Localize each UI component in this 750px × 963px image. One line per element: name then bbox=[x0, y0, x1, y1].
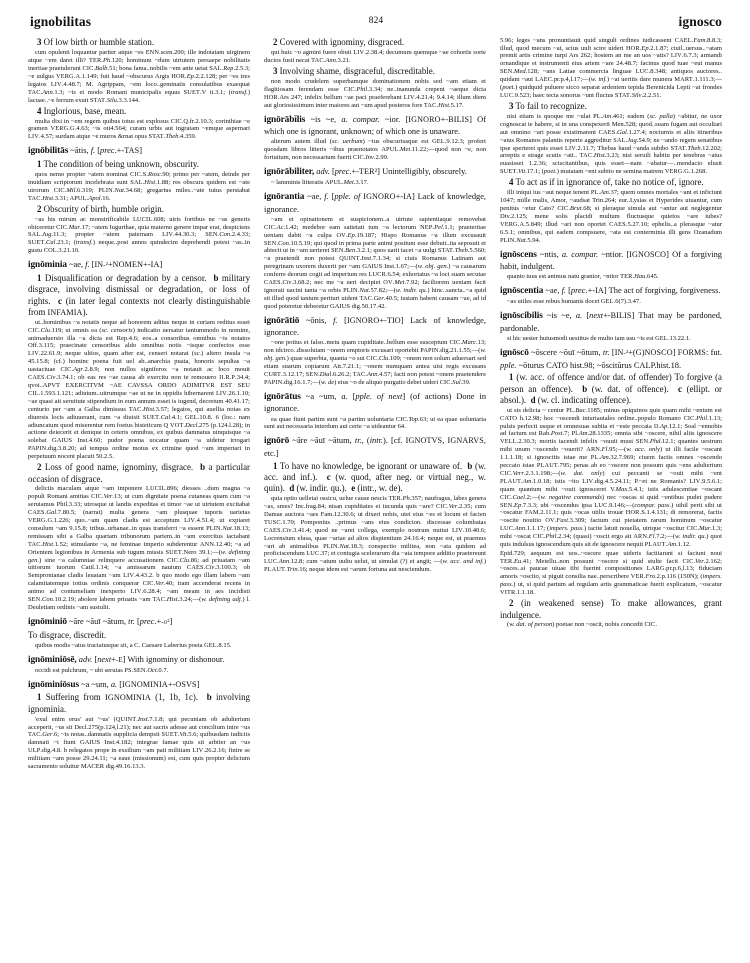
sense-definition: 2 Obscurity of birth, humble origin. bbox=[37, 203, 164, 214]
headword-grammar: ~āre ~āuī ~ātum, tr., (intr.). [cf. IGNOTVS, IGNARVS, etc.] bbox=[264, 436, 486, 458]
citation-block: quibus modis ~atus tractatusque sit, a C. Caesare Laberius poeta GEL.8.15. bbox=[35, 641, 232, 649]
headword-entry bbox=[500, 310, 722, 334]
headword-entry bbox=[28, 654, 250, 667]
headword-grammar: ~ōscere ~ōuī ~ōtum, tr. [IN-²+(G)NOSCO] FORMS: fut. pple. ~ōturus CATO hist.98; ~ōscitūrus CALP.hist.18. bbox=[500, 347, 722, 370]
citation-block: non modo crudelem superbamque dominationem nobis sed ~am etiam et flagitiosam ferendam esse CIC.Phil.3.34; ne..inanunda crepent ~aeque dicta HOR.Ars 247; infelix bellum ~ae paci praeferebant LIV.4.21.4; 9.4.14; illum diem aut gloriosissimum inter maiores aut ~um apud posteros fore TAC.Hist.5.17. bbox=[264, 77, 486, 109]
headword-term: ignōscens bbox=[500, 249, 537, 260]
headword-term: ignōrābiliter, bbox=[264, 167, 315, 178]
headword-entry bbox=[500, 249, 722, 273]
headword-term: ignōrantia bbox=[264, 192, 305, 203]
citation-block: Epid.729; aequum est uos..~oscere quae uideris factitarunt si faciunt noui TER.Eu.41; Metellu..non possunt ~oscere si quid stulte facit CIC.Ver.2.162; ~osces..si paucae uiuae tibi fuerint compositiones LARG.pr.p.6,l.13; fiduciam amoris ~oscito, si piguit consilia nae..perscribere VER.Fro.2.p.116 (150N); (impers. pass.) ut, si quid partum ad regulam artis grammaticae fuerit explicatum, ~oscatur VITR.1.1.18. bbox=[500, 549, 722, 597]
sense-definition: 2 (in weakened sense) To make allowances, grant indulgence. bbox=[500, 598, 722, 620]
headword-grammar: ~ae, f. [prec.+-IA] The act of forgiving, forgiveness. bbox=[543, 286, 721, 296]
headword-entry bbox=[28, 679, 250, 692]
headword-term: ignōscentia bbox=[500, 286, 544, 297]
headword-grammar: ~is ~e, a. compar. ~ior. [IGNORO+-BILIS] Of which one is ignorant, unknown; of which one is unaware. bbox=[264, 114, 486, 137]
sense-definition: 3 Of low birth or humble station. bbox=[37, 37, 155, 48]
headword-entry bbox=[264, 166, 486, 179]
citation-block: si hic uester huiusmodi uestitus de multo iam usu ~is est GEL.13.22.1. bbox=[507, 335, 691, 343]
headword-grammar: ~a ~um, a. [pple. of next] (of actions) Done in ignorance. bbox=[264, 391, 486, 414]
headword-entry bbox=[28, 616, 250, 629]
citation-block: deliciis maculam atque ~am imponere LUCIL.896; diesses ..dum magna ~a populi Romani amittas CIC.Ver.13; ut cum dignitate poena cutaneas quam cum ~a seruiamus Phil.3.33; utrosque ut landis expeditas et timor ~ae ut uirtutem excitabat CAES.Gal.7.80.5; (narrat) multa genera ~am plusquae tuporis uarietas VERG.G.1.226; quo..~am quam cladis est acceptum LIV.4.51.4; ut expiaret consulum ~am 9.15.8; tribus..urbanae..in quas transferri ~a essent PLIN.Nat.18.13; remissam sibi a Galba quartam tribunorum partem..in ~am exercitus iactabant TAC.Hist.1.52; stimulante ~a, ne feminae imperio subderentur ANN.12.40; ~a ad Orientem legionibus in Armenia sub iugum missis SUET.Nero 39.1;—(w. defining gen.) sine ~a calumniae relinquere accusationem CIC.Clu.86; ad priuatam ~am uitiorum tuorum Catil.1.14; ~a amissarum nauium CAES.Civ.3.100.3; ob Sempronianae cladis leuatam ~am LIV.4.43.2. b quo modo ego illam labem ~am calamitatemque totius ordinis conquerar CIC.Ver.40; iram accenderat recens in animo ad contumeliam inexperto LIV.6.28.4; ~am meam in aes incidisti SEN.Con.10.2.19; abolere labem priuatis ~am TAC.Hist.3.24;—(w. defining adj.) l. Deuletiam ordinis ~am sustulit. bbox=[28, 485, 250, 611]
citation-block: ~ lamminis litteratis APUL.Met.3.17. bbox=[271, 179, 369, 187]
headword-grammar: ~ātis, f. [prec.+-TAS] bbox=[68, 146, 143, 156]
citation-block: (w. dat. of person) poetae non ~oscit, nobis concedit CIC. bbox=[507, 621, 658, 629]
headword-term: ignōrō bbox=[264, 436, 290, 447]
citation-block: ~am et opinationem et suspicionem..a uirtute sapientiaque removebat CIC.Ac.1.42; medebor eam satietati tum ~a lectorum NEP.Pel.1.1; praeteritae ueniam dabit ~a culpa OV.Ep.19.187; Hispo Romanus ~a illum excusauit SEN.Con.10.5.19; qui quod in prima parte animi positum esse debuit..ita seposuit et abiecit ut in ~am uerteret SEN.Ben.3.2.1; quos uarii tacet ~a uulgi STAT.Theb.5.560; ~a praetendi non potest QUINT.Inst.7.1.34; si ciuis Romanus Latinam aut peregrinam uxorem duxerit per ~am GAIUS Inst.1.67;—(w. obj. gen.) ~a causarum conferre deorum cogit ad imperium res LUCR.6.54; exhortatus ~a loci suam secutae CAES.Civ.3.68.2; nec me ~a ueri decipiet OV.Met.7.92; faciliorem ueniam facit ignorati uacini tanta ~a orbis PLIN.Nat.57.82;—(w. indir. qu.) hinc..sancta..~a quid sit illud quod tantum perituri uident TAC.Ger.40.5; iustam habent causam ~ae, ad id quod poteretur deberetur GAIUS dig.50.17.42. bbox=[264, 215, 486, 310]
citation-block: illi iniqui ius ~aut neque tenent PL.Am.37; quem omnes mortales ~ant et inficiunt 1047; mille malis, Amor, ~audsat Trin.264; eur..Lysias et Hyperides uiuantur, cum penitus ~etur Cato? CIC.Brut.68; si pleraque simula aut ~antur aut neglegentur Div.2.125; mene solis placidi multum fluctusque quietos ~are iubes? VERG.A.5.849; illud ~ari non oportet CAES.5.27.10; ephelis..a plerasque ~atur 6.5.1; omnibus, qui eadem compsuere, ~ata est conterminia illi gens Ozanadum PLIN.Nat.5.94. bbox=[500, 189, 722, 244]
sense-definition: 1 Disqualification or degradation by a censor. b military disgrace, involving dismissal or degradation, or loss of rights. c (in later legal contexts not clearly distinguishable from INFAMIA). bbox=[28, 272, 250, 317]
sense-definition: 2 Covered with ignominy, disgraced. bbox=[273, 37, 405, 48]
citation-block: ~as utiles esse rebus humanis docet GEL.6(7).3.47. bbox=[507, 298, 641, 306]
headword-entry bbox=[264, 191, 486, 215]
headword-grammar: ~is ~e, a. [next+-BILIS] That may be pardoned, pardonable. bbox=[500, 311, 722, 333]
citation-block: ea quae fiunt partim sunt ~a partim uoluntaria CIC.Top.63; ut ea quae uoluntaria sunt aut necessaria interdum aut certe ~a uideantur 64. bbox=[264, 415, 486, 431]
citation-block: quia optio uelletai ossicu, uelue cause nescis TER.Ph.357; naufragus, labes genera ~as, smes? Inc.frag.84; nisan cupiditates ei iucunda quis ~are? CIC.Ver.2.35; cum Damae auctora ~aes Fam.12.30.6; ut dixeri nobis, utei eius ~es et locum et facien TUSC.1.70; Pomponius ..primus ~ans eius condicion. discessae columbatas CAES.Civ.3.41.4; quod ne ~aret collega, exemplo nostrum nuttui LIV.10.40.6; Locrensium elusa, quae ~ariae ad alios dispientium 24.16.4; neque est, ut praemus ~ari ab animalibus PLIN.Nat.18.3; conspectio militea, non ~ata quidem ad proficiscendum LUC.37; et coniugia scelerarum dia ~ata tempore additio praetereunt LUC.Ann.12.8; cum ~atum uultu uelut, ut simulat (?) et angit; —(w. acc. and inf.) PLAUT.Trin.16; neque idem est ~arum fortuna aut nesciendum. bbox=[264, 495, 486, 574]
citation-block: alterum autem illud (sc. uerbum) ~ius obscuriusque est GEL.9.12.3; profert quosdam libros litteris ~ibus praenotatos APUL.Met.11.22;—quod non ~e, non fortuitum, non necessarium fuerit CIC.Inv.2.99. bbox=[264, 138, 486, 162]
headword-entry bbox=[500, 285, 722, 298]
column-3 bbox=[500, 36, 722, 954]
citation-block: 5.96; leges ~ans pronuntiauit quid singuli ordines iudicassent CAEL.Fam.8.8.3; illud, quod mecum ~at, scius uult scire uideri HOR.Ep.2.1.87; ciuil..uersus..~atam premit artis crimine turpi Ars 262; hostem an me an uos ~atis? LIV.6.7.3; armandi ornandique et instrumenti eius artem ~are 24.48.7; facinus quod tuae ~eut manus SEN.Med.128; ~ans Latiae commercia linguae LUC.8.348; antiquos auctores.. quidam ~aut LAEC.pr.p.4,l.17;—(w. inf.) ~at ueritis dare munera MART.1.111.3;—(poet.) quidquid puluere sicco separat ardentem tepida Berenicida Lepti ~at frondes LUC.9.523; haec tecta sonorus ~unt fluctus STAT.Silv.2.2.51. bbox=[500, 36, 722, 99]
headword-term: ignōscō bbox=[500, 347, 529, 358]
citation-block: occidi est pulchrum, ~ ubi seruias PS.SEN.Oct.0.7. bbox=[35, 666, 169, 674]
citation-block: quos nemo propter ~atem nominat CIC.S.Rosc.90; primo per ~atem, deinde per inuidiam scriptorum incelebrata sunt SAL.Hist.1.88; res obscura quidem est ~ate uirorum CIC.Mil.6.319; PLIN.Nat.34.68; gregarius miles..~ate tutus perstabat TAC.Hist.3.31; APUL.Apol.16. bbox=[28, 170, 250, 202]
headword-term: ignōminia bbox=[28, 260, 67, 271]
headword-entry bbox=[264, 391, 486, 415]
sense-definition: 2 Loss of good name, ignominy, disgrace. b a particular occasion of disgrace. bbox=[28, 462, 250, 484]
headword-term: ignōbilitās bbox=[28, 146, 69, 157]
headword-entry bbox=[28, 259, 250, 272]
citation-block: multa dixi in ~em regem quibus totus est explosus CIC.Q.fr.2.10.3; corinthiae ~e gramen VERG.G.4.63; ~is oti4.564; curam urbis aut ingratam ~emque aspernari LIV.4.57; surdam atque ~e muros &rnat opus STAT.Theb.4.359. bbox=[28, 117, 250, 141]
column-2 bbox=[264, 36, 486, 954]
citation-block: qui huic ~o agmini fuere obuii LIV.2.38.4; decumum quemque ~ae cohortis sorte ductos fusti necat TAC.Ann.3.21. bbox=[264, 49, 486, 64]
headword-entry bbox=[264, 435, 486, 459]
sense-definition: To disgrace, discredit. bbox=[28, 629, 107, 640]
page-number: 824 bbox=[368, 16, 384, 26]
citation-block: ut..hominibus ~a notatis neque ad honorem aditus neque in curiam reditus esset CIC.Clu.119; ut omnis ea (sc. censoris) indicatio uersatur tantummodo in nomine, animaduersio illa ~a dicta est Rep.4.6; eos..a consoribus omnibus ~is notatos Off.3.115; praecinate censoribus aldo omnibus notis ~isque confectos esse LIV.22.61.9; neque ultios, quam after est, censeri notarat (sc.) altero insula ~a 45.15.8; (cf.) hominc poena fuit uel ab..anarchia puata, honoris sepultas ~a uastaciuae CIC.Agr.2.8.9; non nullos signiferos ~a notauit ac loco mouit CAES.Civ.3.74.1; ob eas res ~ae causa ab exercitu non te remouero II.R.P.34.4; qvoi..APVT EXERCITVM ~AE CAVSSA ORDO ADIMITVR EST SEU CIL.1.593.1.121; adiutum..uitrumque ~ae ut ne in oppidis hibernarent LIV.26.1.10; ~ae quasi ait seruitute stipendium in eum annum esset is iugend, decretum 40.41.17; centurio per ~am a Galba dimissus TAC.Hist.3.57; legatos, qui auellia notas ex diuersis locis adiuuerant, cum ~a diuisit SUET.Cal.4.1; GEL.10.8. 6 (loc.: nam adiuncatum quod miserentur rem foetus bisteticum Q VOT.Decl.275 (p.124.l.28); in actione deiecerit et denique in ceteris omnibus, ex quibus damnatus uinquisque ~a solebat GAIUS Inst.4.60; pudor poena uocatur quam ~a uidetur irrogari PAPIN.dig.3.8.20; ad tempus ordine motus ex crimine quod ~am impertari in perpetuum nocent placuit 50.2.5. bbox=[28, 318, 250, 461]
column-1 bbox=[28, 36, 250, 954]
citation-block: nisi etiam is quoque me ~ulat PL.Am.461; eadem (sc. palla) ~abitur, ne uxor cognoscat te habere, si in una conspexerit Men.528; quod..suam fugam aut occultari aut omnino ~ari posse existimarent CAES.Gal.1.27.4; nocturnis et aliis itineribus ~atus Romanos palantis reperte aggreditur SAL.Jug.54.9; ne ~ando regem senatibus ipse sperteret quis esset LIV.2.11.7; Thebas haud ~anda subibo STAT.Theb.12.202; arreptis e strage scutis ~ati.. TAC.Hist.3.23; nisi seruili habitu per tenebras ~atus euasisset 1.2.36; sciscitantibus, quis esset—nam ~abatur—..mendacio elusit SUET.Vit.17.1; (poet.) mutatam ~ent subito ne semina matrem VERG.G.1.268. bbox=[500, 112, 722, 176]
citation-block: 'exul enim erus' aut '~us' (QUINT.Inst.7.1.8; qui pecuniam ob adulterium acceperit, ~us sit Decl.275(p.124,l.21); nec aut sacris adesse aut concilium inire ~us TAC.Ger.6; ~is notas..damnatis supplicia dempsit SUET.Vit.5.6; quibusdam iudiciis damnati ~i fiunt GAIUS Inst.4.182; integrae famae quis sit arbiter an ~us ULP.dig.4.8. b relegatos prope in exsilium ~am pati militiam LIV.26.2.16; finire se militiam ~am posse 29.24.11; ~a eaue (missionum) est, cum quis propter delictum sacramento soluitur MACER dig.49.16.13.3. bbox=[28, 715, 250, 771]
sense-definition: 1 To have no knowledge, be ignorant or unaware of. b (w. acc. and inf.). c (w. quod, after neg. or virtual neg., w. quin). d (w. indir. qu.). e (intr., w. de). bbox=[264, 460, 486, 494]
column-container bbox=[28, 36, 722, 954]
headword-entry bbox=[28, 145, 250, 158]
sense-definition: 1 Suffering from IGNOMINIA (1, 1b, 1c). b involving ignominia. bbox=[28, 692, 250, 714]
headword-term: ignōminiōsus bbox=[28, 679, 79, 690]
headword-term: ignōrātiō bbox=[264, 315, 300, 326]
sense-definition: 4 Inglorious, base, mean. bbox=[37, 105, 127, 116]
citation-block: cum opulenti loquantur pariter atque ~es ENN.scen.200; ille indotatam uirginem atque ~em daret illi? TER.Ph.120; hominum ~dum uirtutem persaepe nobilitatis inertiae praetulerunt CIC.Balb.51; bona fama..nobilis ~em ante uetat SAL.Rep.2.5.3; ~e uulgus VERG.A.1.149; fuit haud ~obscurus Argis HOR.Ep.2.2.128; per ~es tres legatos LIV.4.48.7; M. Agrippam, ~em loco..geminatis consulatibus exaequat TAC.Ann.1.3; ~is et modo Romani municipalis equus SUET.V it.3.1; (transf.) lacuae..~e ferrum exuit STAT.Silu.3.3.144. bbox=[28, 49, 250, 104]
sense-definition: 1 (w. acc. of offence and/or dat. of offender) To forgive (a person an offence). b (w. dat. of offence). c (ellipt. or absol.). d (w. cl. indicating offence). bbox=[500, 372, 722, 405]
citation-block: quanto tuus est animus natu granior, ~ntior TER.Hau.645. bbox=[507, 273, 659, 281]
headword-term: ignōrābĭlis bbox=[264, 114, 306, 125]
headword-grammar: ~ōnis, f. [IGNORO+-TIO] Lack of knowledge, ignorance. bbox=[264, 315, 486, 338]
headword-grammar: ~ae, f. [IN-²+NOMEN+-IA] bbox=[66, 260, 163, 270]
headword-term: ignōminiōsē, bbox=[28, 654, 77, 665]
headword-grammar: ~āre ~āuī ~ātum, tr. [prec.+-o²] bbox=[66, 616, 173, 626]
headword-grammar: ~ae, f. [pple. of IGNORO+-IA] Lack of knowledge, ignorance. bbox=[264, 192, 486, 214]
citation-block: ~as his mirum ac monstrificabile LUCIL.608; uiris fortibus ne ~as generis obiceretur CIC.Mur.17; ~atem Iugurthae, quia materno genere impar erat, despiciens SAL.Jug.11.3; propter ~atem paternam LIV.44.30.3; SEN.Con.2.4.33; SUET.Cal.23.1; (transf.) neque..post annos quindecim deprehendi potest ~as..in gustu COL.3.21.10. bbox=[28, 215, 250, 255]
running-head-right: ignosco bbox=[678, 14, 722, 29]
headword-entry bbox=[264, 114, 486, 138]
headword-grammar: adv. [prec.+-TER²] Unintelligibly, obscurely. bbox=[316, 167, 467, 177]
headword-term: ignōminiō bbox=[28, 616, 67, 627]
sense-definition: 3 Involving shame, disgraceful, discreditable. bbox=[273, 66, 435, 77]
citation-block: ut sis delicta ~ centur PL.Bac.1185; minus opiquinos quis quam mihi ~entum est CATO h.12.98; hoc ~oscendi iniuriautales ordine..populo Romano CIC.Phil.1.13; pulsis perfecti usque et omnesuas subita et ~este peccata II.Ap.12.1; Soal ~ennobis ad factum est Rab.Post.7; Pl.Am.28.1335; omnia sibi ~oscere, nihil aliis ignoscere VELL.2.30.3; mortis tacendi infelix ~ouuit must SEN.Phd.12.1; quantes uestrum mihi unum ~oscendo ~ouerit? ARN.Fl.95;—(w. acc. only) ut illi facile ~oscant 1.1.1.18; si ignoscitis istae me PL.Am.32.7.969; ciuem factis omnes ~oscendo peccato istae PLAUT.795; penas ab eo ~oscere non possum quis ~ens adulterium CIC.Verr.2.3.1.198;—(w. dat. only) cui peccanti se ~ouit mihi ~ent PLAUT.Am.1.0.18; istis ~ito LIV.dig.4.5.24.11; P.~et ne Romanis? LIV.9.5.6.1; quam quantum mihi ~ouit ignosceret V.Max.5.4.1; istis adulescentiae ~oscant CIC.Cael.2;—(w. negative commands) nec ~oscas si quid ~entibus pudet pudere SEN.Ep.7.3.3; ubi ~oscendus ipsa LUC.9.146;—(compar. pass.) uihil perit sibi ut ~oscatur FAM.2.11.1; quis ~ocas utilis trouar HOR.S.1.4.131; di remorerat, factis ~oscite nouitio OV.Fast.3.309; factum cui pietatem rarum hominum ~oscatur LUC.Ann.1.1.17; (impers. pass.) tacite latuit nouella, utrique ~oscitur CIC.Mur.1.3; mihi ~oscat CIC.Phil.2.34; (quasi) ~oscit ergo ait ARN.Fl.7.2;—(w. indir. qu.) quot quis indulsus ignoscendum quis sit de ignoscere nequit PLAUT.Am.1.12. bbox=[500, 406, 722, 549]
sense-definition: 3 To fail to recognize. bbox=[509, 101, 587, 112]
headword-entry bbox=[500, 347, 722, 371]
headword-term: ignōrātus bbox=[264, 391, 301, 402]
running-head-left: ignobilitas bbox=[30, 14, 92, 29]
headword-grammar: adv. [next+-E] With ignominy or dishonour. bbox=[78, 654, 225, 664]
headword-grammar: ~a ~um, a. [IGNOMINIA+-OSVS] bbox=[79, 679, 200, 689]
headword-entry bbox=[264, 315, 486, 339]
sense-definition: 4 To act as if in ignorance of, take no notice of, ignore. bbox=[509, 177, 704, 188]
running-head bbox=[30, 14, 722, 34]
sense-definition: 1 The condition of being unknown, obscurity. bbox=[37, 159, 199, 170]
headword-term: ignōscibilis bbox=[500, 311, 543, 322]
citation-block: ~one potius et falso..metu quam cupiditate..bellum esse susceptum CIC.Marc.13; non idcirco..dissolutam ~onem emptoris excusari oportebit PAPIN.dig.21.1.55;—(w. obj. gen.) quae superbia, quanta ~o sui CIC.Clu.109; ~onem non solum aduersari sed etiam suarum copiarum Att.7.21.1; ~onem numquam antea uisi regis excusans CURT.3.12.17; SEN.Dial.6.26.2; TAC.Ann.4.57; facti non potest ~onem praetendere PAPIN.dig.16.1.7;—(w. de) eius ~o de aliquo purgatio debet uideri CIC.Sul.39. bbox=[264, 339, 486, 386]
headword-grammar: ~ntis, a. compar. ~ntior. [IGNOSCO] Of a forgiving habit, indulgent. bbox=[500, 249, 722, 272]
